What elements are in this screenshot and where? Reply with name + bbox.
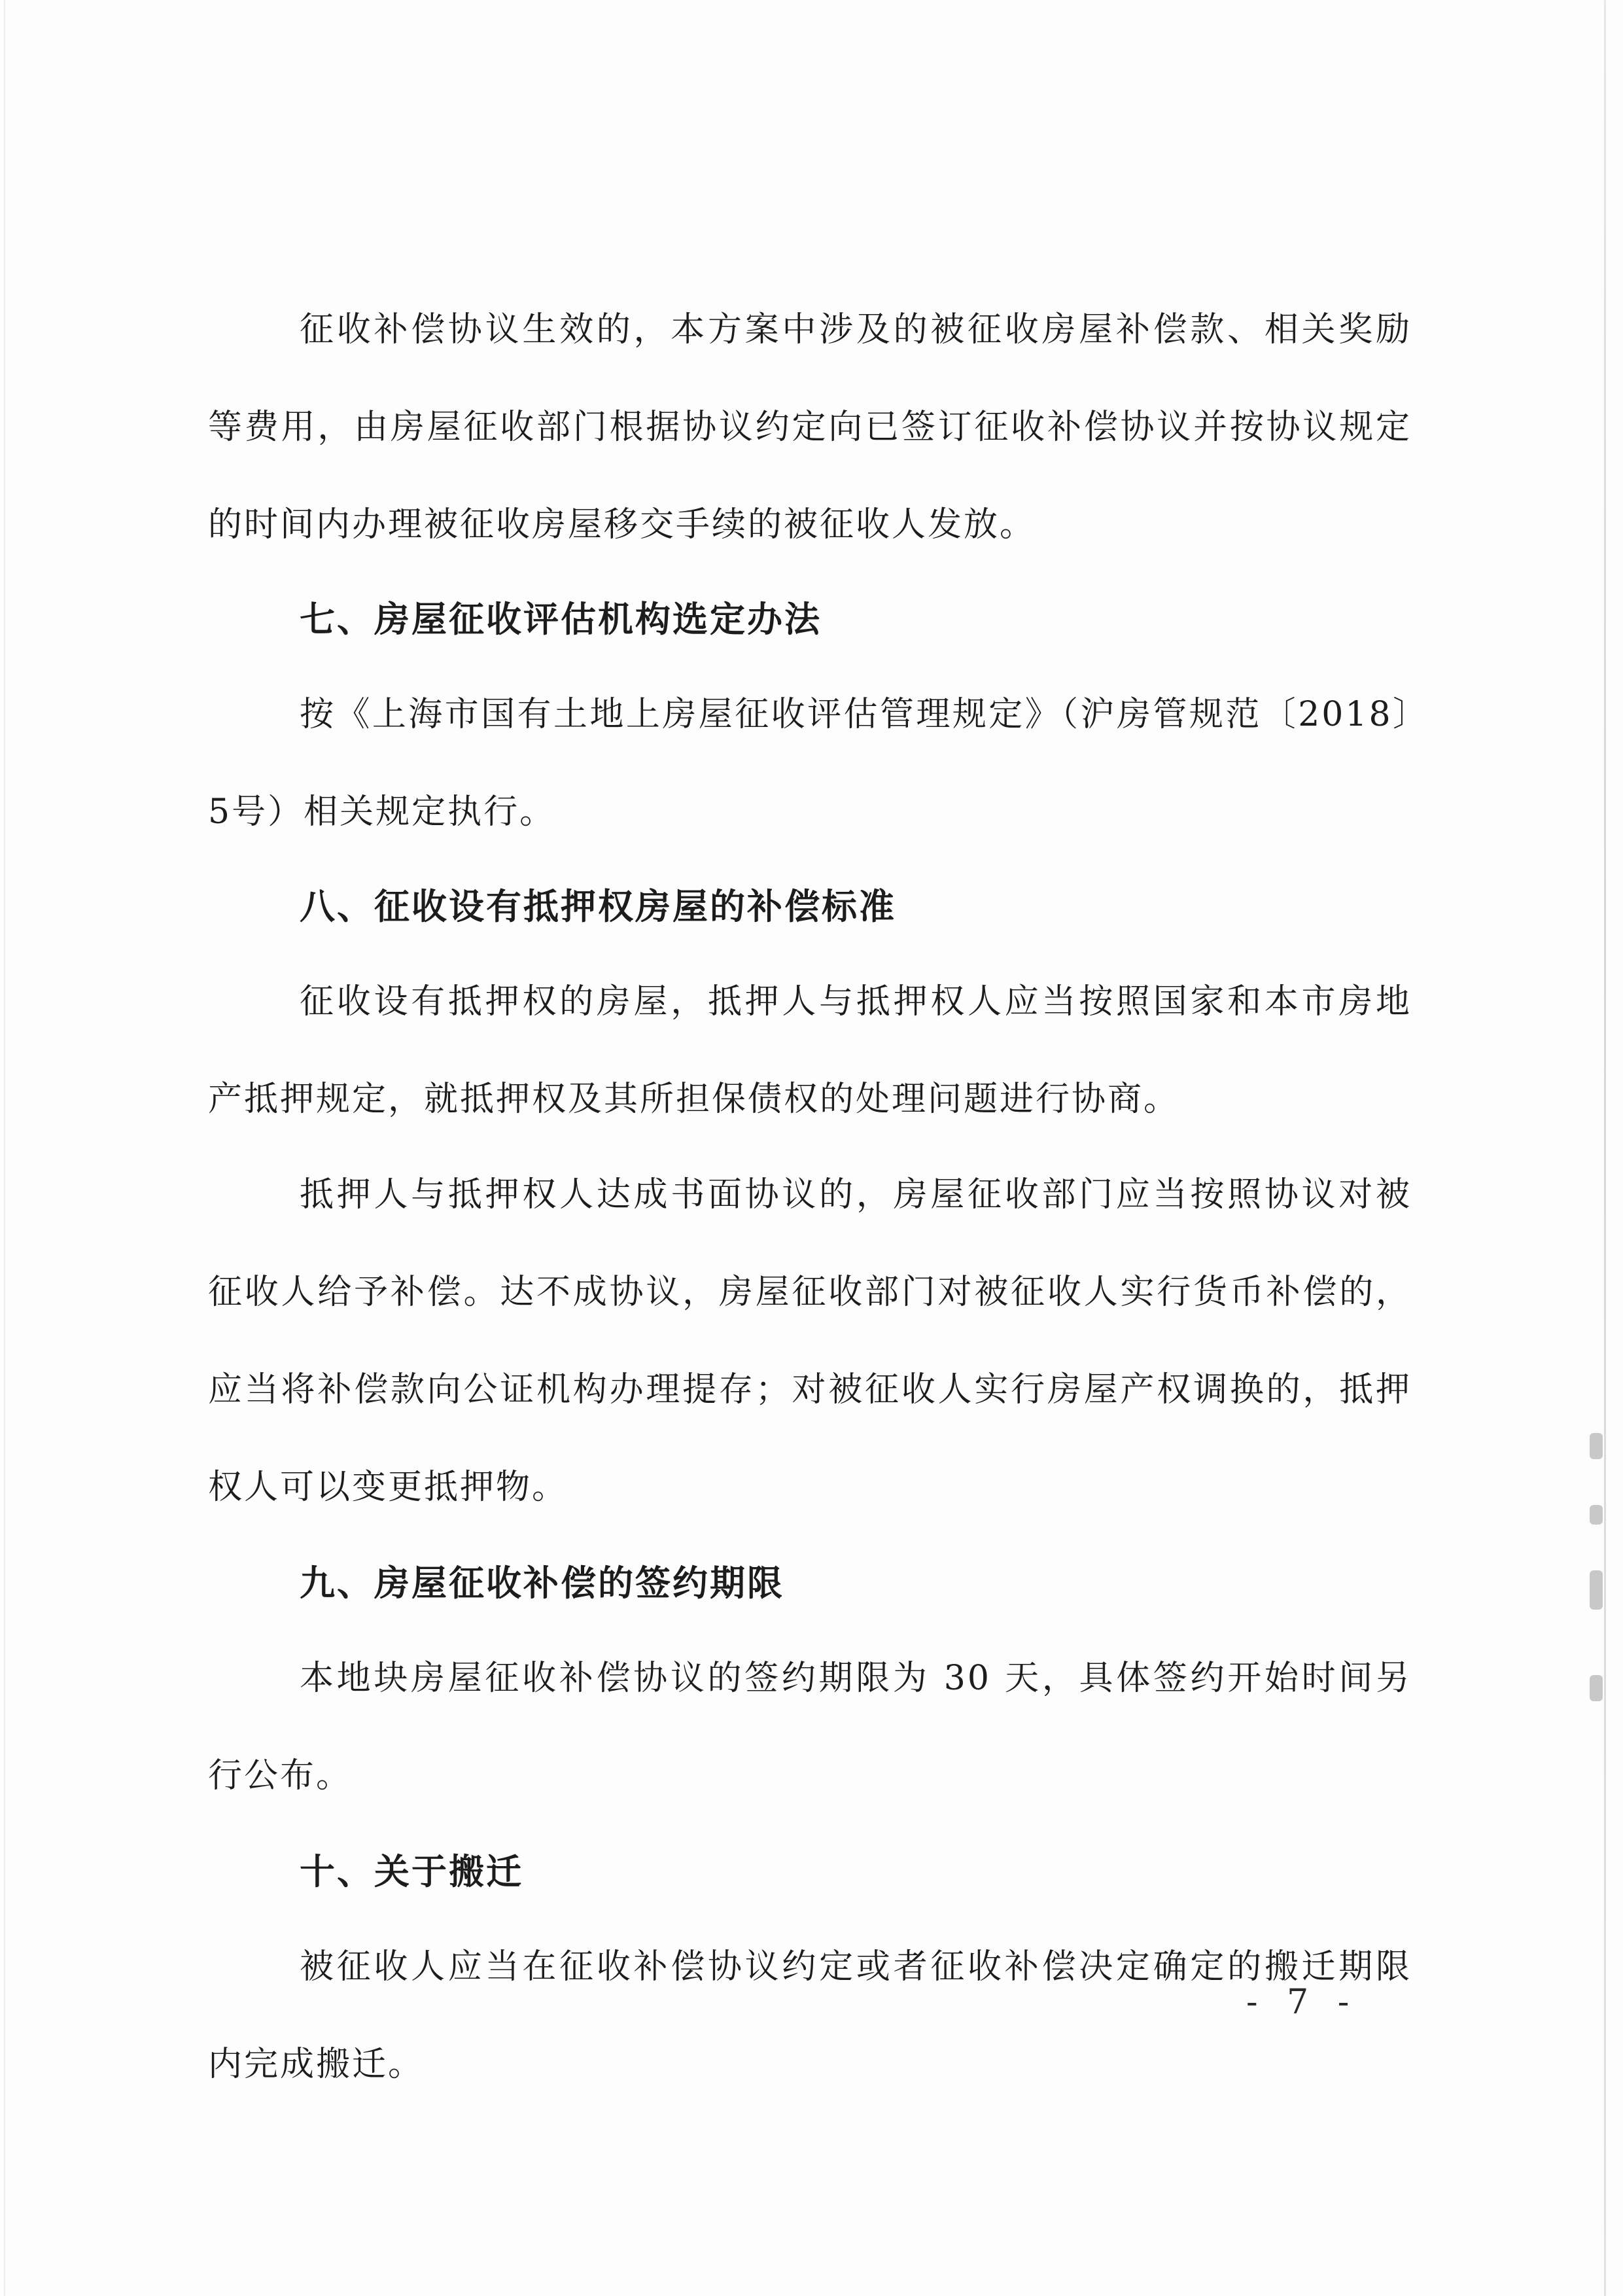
body-paragraph: 按《上海市国有土地上房屋征收评估管理规定》（沪房管规范〔2018〕5号）相关规定执行。 [208,695,1412,832]
section-heading: 八、征收设有抵押权房屋的补偿标准 [300,885,896,927]
page-number: - 7 - [1246,1983,1359,2022]
scan-edge-left [4,0,5,2296]
scan-mark [1590,1433,1603,1459]
scan-mark [1590,1505,1603,1525]
section-heading: 九、房屋征收补偿的签约期限 [300,1562,784,1604]
scan-edge-right [1604,0,1606,2296]
section-heading: 十、关于搬迁 [300,1850,523,1892]
document-body [208,281,1412,2113]
scan-mark [1590,1675,1603,1701]
body-paragraph: 抵押人与抵押权人达成书面协议的，房屋征收部门应当按照协议对被征收人给予补偿。达不成协议，房屋征收部门对被征收人实行货币补偿的，应当将补偿款向公证机构办理提存；对被征收人实行房屋产权调换的，抵押权人可以变更抵押物。 [208,1175,1412,1507]
body-paragraph: 被征收人应当在征收补偿协议约定或者征收补偿决定确定的搬迁期限内完成搬迁。 [208,1947,1412,2084]
body-paragraph: 征收补偿协议生效的，本方案中涉及的被征收房屋补偿款、相关奖励等费用，由房屋征收部门根据协议约定向已签订征收补偿协议并按协议规定的时间内办理被征收房屋移交手续的被征收人发放。 [208,310,1412,544]
scan-mark [1590,1570,1603,1610]
body-paragraph: 征收设有抵押权的房屋，抵押人与抵押权人应当按照国家和本市房地产抵押规定，就抵押权及其所担保债权的处理问题进行协商。 [208,982,1412,1119]
section-heading: 七、房屋征收评估机构选定办法 [300,598,822,640]
body-paragraph: 本地块房屋征收补偿协议的签约期限为 30 天，具体签约开始时间另行公布。 [208,1659,1412,1795]
